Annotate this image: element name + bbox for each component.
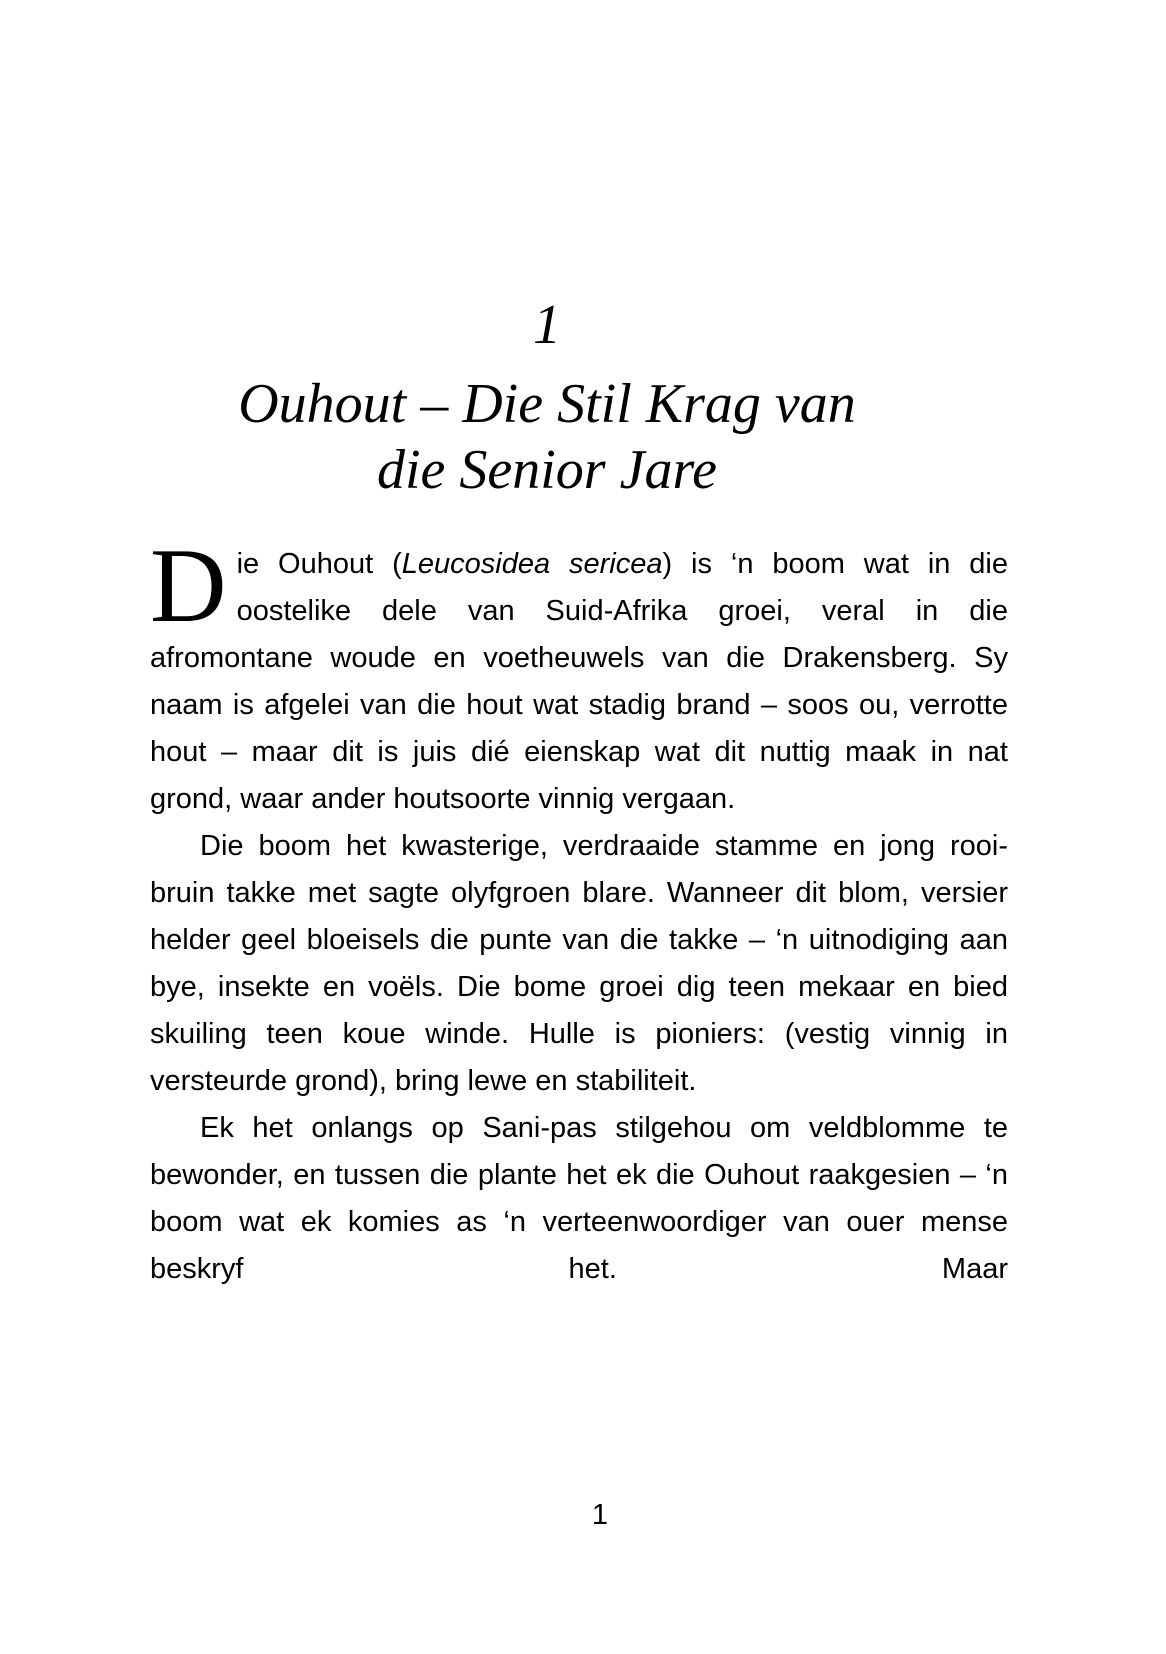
paragraph-3: Ek het onlangs op Sani-pas stilgehou om veldblomme te bewonder, en tussen die plante het ek die Ouhout raakgesien – ‘n boom wat ek komies as ‘n verteenwoordiger van ouer mense beskryf het. Maar: [150, 1112, 1008, 1285]
paragraph-1-rest: ) is ‘n boom wat in die oostelike dele van Suid-Afrika groei, veral in die afromontane woude en voetheuwels van die Drakensberg. Sy naam is afgelei van die hout wat stadig brand – soos ou, verrotte hout – maar dit is juis dié eienskap wat dit nuttig maak in nat grond, waar ander houtsoorte vinnig vergaan.: [150, 548, 1008, 815]
chapter-title-line1: Ouhout – Die Stil Krag van: [238, 373, 856, 435]
chapter-title-line2: die Senior Jare: [376, 439, 718, 501]
body-text: [150, 527, 1008, 1293]
page-number: 1: [591, 1499, 609, 1531]
paragraph-2: Die boom het kwasterige, verdraaide stamme en jong rooi-bruin takke met sagte olyfgroen blare. Wanneer dit blom, versier helder geel bloeisels die punte van die takke – ‘n uitnodiging aan bye, insekte en voëls. Die bome groei dig teen mekaar en bied skuiling teen koue winde. Hulle is pioniers: (vestig vinnig in versteurde grond), bring lewe en stabiliteit.: [150, 830, 1008, 1097]
drop-cap: D: [150, 527, 227, 644]
paragraph-1-lead: ie Ouhout (: [236, 548, 402, 580]
species-name-italic: Leucosidea sericea: [401, 548, 663, 580]
chapter-title: [150, 371, 944, 503]
chapter-number: 1: [533, 294, 561, 356]
paragraph-1: [150, 527, 1008, 823]
